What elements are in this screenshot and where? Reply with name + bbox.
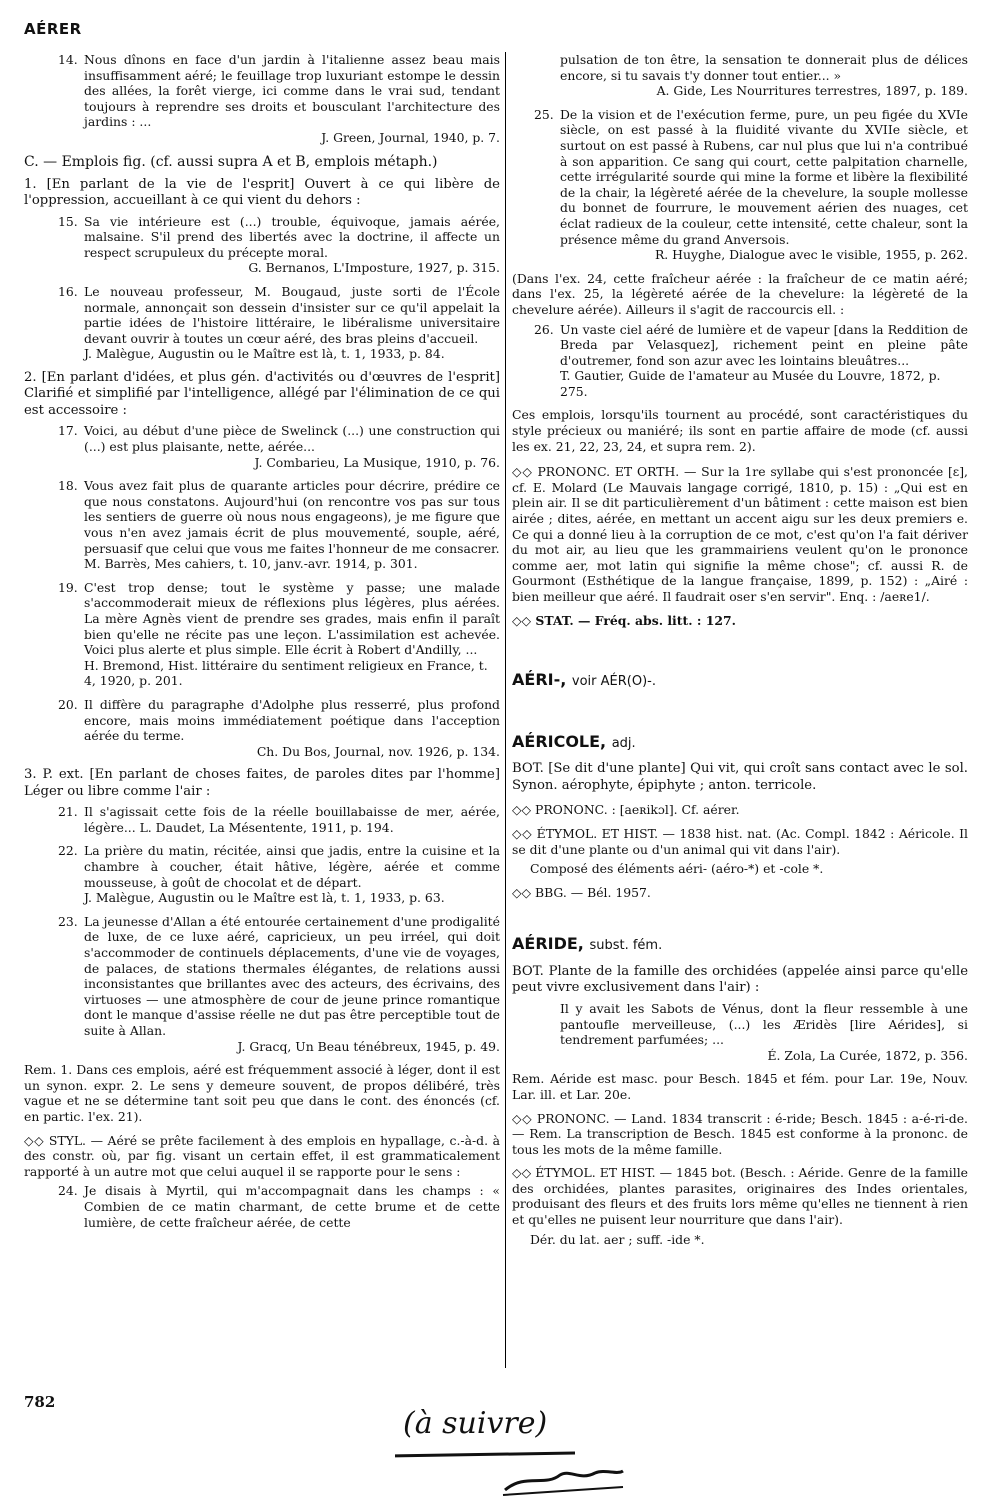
aeride-etym: ◇◇ ÉTYMOL. ET HIST. — 1845 bot. (Besch. : Aéride. Genre de la famille des orchidées, plantes parasites, originaires des Indes orientales, produisant des fleurs et des fruits lors même qu'elles ne tiennent à rien et qu'elles ne puisent leur nourriture que dans l'air). — [512, 1165, 968, 1228]
column-divider — [505, 52, 506, 1368]
part-of-speech: subst. fém. — [589, 938, 663, 954]
stat: ◇◇ STAT. — Fréq. abs. litt. : 127. — [512, 612, 736, 628]
example-source: H. Bremond, Hist. littéraire du sentiment religieux en France, t. 4, 1920, p. 201. — [84, 657, 488, 689]
note-24-25: (Dans l'ex. 24, cette fraîcheur aérée : la fraîcheur de ce matin aéré; dans l'ex. 25, la légèreté aérée de la chevelure: la légèreté de la chevelure aérée). Ailleurs il s'agit de raccourcis ell. : — [512, 270, 968, 317]
example-19: 19. C'est trop dense; tout le système y passe; une malade s'accommoderait mieux de réflexions plus légères, plus aérées. La mère Agnès vient de prendre ses grades, mais enfin il paraît bien qu'elle ne récite pas une leçon. L'assimilation est achevée. Voici plus alerte et plus simple. Elle écrit à Robert d'Andilly, ... H. Bremond, Hist. littéraire du sentiment religieux en France, t. 4, 1920, p. 201. — [58, 579, 500, 689]
example-source: É. Zola, La Curée, 1872, p. 356. — [767, 1047, 968, 1063]
example-22: 22. La prière du matin, récitée, ainsi que jadis, entre la cuisine et la chambre à coucher, était hâtive, légère, aérée et comme mousseuse, à goût de chocolat et de départ. J. Malègue, Augustin ou le Maître est là, t. 1, 1933, p. 63. — [58, 843, 500, 906]
example-17: 17. Voici, au début d'une pièce de Swelinck (...) une construction qui (...) est plus plaisante, nette, aérée... J. Combarieu, La Musique, 1910, p. 76. — [58, 423, 500, 470]
example-20: 20. Il diffère du paragraphe d'Adolphe plus resserré, plus profond encore, mais moins immédiatement poétique dans l'acception aérée du terme. Ch. Du Bos, Journal, nov. 1926, p. 134. — [58, 696, 500, 759]
example-text: Il diffère du paragraphe d'Adolphe plus resserré, plus profond encore, mais moins immédiatement poétique dans l'acception aérée du terme. — [84, 696, 500, 744]
signature-underline — [503, 1487, 623, 1495]
example-source: J. Malègue, Augustin ou le Maître est là, t. 1, 1933, p. 63. — [84, 890, 445, 906]
example-source: Ch. Du Bos, Journal, nov. 1926, p. 134. — [256, 743, 500, 759]
example-source: J. Combarieu, La Musique, 1910, p. 76. — [254, 454, 500, 470]
example-text: Il s'agissait cette fois de la réelle bouillabaisse de mer, aérée, légère... L. Daudet, La Mésentente, 1911, p. 194. — [84, 804, 500, 835]
example-14: 14. Nous dînons en face d'un jardin à l'italienne assez beau mais insuffisamment aéré; le feuillage trop luxuriant estompe le dessin des allées, la forêt vierge, ici comme dans le vrai sud, tendant toujours à reprendre ses droits et bousculant l'architecture des jardins : ... J. Green, Journal, 1940, p. 7. — [58, 52, 500, 145]
page-number: 782 — [24, 1393, 56, 1411]
left-column — [24, 52, 500, 1238]
example-text: Il y avait les Sabots de Vénus, dont la fleur ressemble à une pantoufle merveilleuse, (...) les Æridès [lire Aérides], si tendrement parfumées; ... — [560, 1000, 968, 1048]
example-text: Nous dînons en face d'un jardin à l'italienne assez beau mais insuffisamment aéré; le feuillage trop luxuriant estompe le dessin des allées, la forêt vierge, ici comme dans le vrai sud, tendant toujours à reprendre ses droits et bousculant l'architecture des jardins : ... — [84, 52, 500, 130]
prononc-orth: ◇◇ PRONONC. ET ORTH. — Sur la 1re syllabe qui s'est prononcée [ε], cf. E. Molard (Le Mauvais langage corrigé, 1810, p. 15) : „Qui est en plein air. Il se dit particulièrement d'un bâtiment : cette maison est bien airée ; dites, aérée, en mettant un accent aigu sur les deux premiers e. Ce qui a donné lieu à la corruption de ce mot, c'est qu'on l'a fait dériver du mot air, au lieu que les grammairiens veulent qu'on le prononce comme aer, mot latin qui signifie la même chose"; cf. aussi R. de Gourmont (Esthétique de la langue française, 1899, p. 152) : „Airé : bien meilleur que aéré. Il faudrait oser s'en servir". Enq. : /aeʀe1/. — [512, 464, 968, 604]
styl-note: ◇◇ STYL. — Aéré se prête facilement à des emplois en hypallage, c.-à-d. à des constr. où, par fig. visant un certain effet, il est grammaticalement rapporté à un autre mot que celui auquel il se rapporte pour le sens : — [24, 1132, 500, 1179]
example-24-continued — [560, 52, 968, 99]
example-24: 24. Je disais à Myrtil, qui m'accompagnait dans les champs : « Combien de ce matin charmant, de cette brume et de cette lumière, de cette fraîcheur aérée, de cette — [58, 1183, 500, 1230]
example-text: Vous avez fait plus de quarante articles pour décrire, prédire ce que nous constatons. Aujourd'hui (on rencontre vos pas sur tous les sentiers de guerre où nous nous engageons), je me figure que vous n'en avez jamais écrit de plus mouvementé, souple, aéré, persuasif que celui que vous me faites l'honneur de me consacrer. — [84, 478, 500, 556]
aeride-example — [560, 1001, 968, 1063]
example-source: J. Green, Journal, 1940, p. 7. — [321, 129, 500, 145]
signature-scribble — [505, 1471, 623, 1490]
entry-aeri — [512, 672, 968, 690]
example-source: M. Barrès, Mes cahiers, t. 10, janv.-avr. 1914, p. 301. — [84, 556, 418, 572]
example-source: A. Gide, Les Nourritures terrestres, 1897, p. 189. — [656, 83, 968, 99]
example-source: J. Gracq, Un Beau ténébreux, 1945, p. 49. — [237, 1038, 500, 1054]
entry-aeride — [512, 936, 968, 954]
example-text: Le nouveau professeur, M. Bougaud, juste sorti de l'École normale, annonçait son dessein d'insister sur ce qu'il appelait la partie idées de l'histoire littéraire, le libéralisme universitaire devant ouvrir à toutes un cœur aéré, des bras pleins d'accueil. — [84, 283, 500, 346]
aericole-etym: ◇◇ ÉTYMOL. ET HIST. — 1838 hist. nat. (Ac. Compl. 1842 : Aéricole. Il se dit d'une plante ou d'un animal qui vit dans l'air). — [512, 825, 968, 857]
aericole-definition: BOT. [Se dit d'une plante] Qui vit, qui croît sans contact avec le sol. Synon. aérophyte, épiphyte ; anton. terricole. — [512, 761, 968, 793]
handwritten-note — [395, 1395, 625, 1505]
headword: AÉRI-, — [512, 670, 567, 690]
example-text: Je disais à Myrtil, qui m'accompagnait dans les champs : « Combien de ce matin charmant, de cette brume et de cette lumière, de cette fraîcheur aérée, de cette — [84, 1183, 500, 1230]
sense-3: 3. P. ext. [En parlant de choses faites, de paroles dites par l'homme] Léger ou libre comme l'air : — [24, 767, 500, 799]
emplois-note: Ces emplois, lorsqu'ils tournent au procédé, sont caractéristiques du style précieux ou maniéré; ils sont en partie affaire de mode (cf. aussi les ex. 21, 22, 23, 24, et supra rem. 2). — [512, 407, 968, 454]
example-source: T. Gautier, Guide de l'amateur au Musée du Louvre, 1872, p. 275. — [560, 368, 941, 399]
entry-aericole — [512, 731, 968, 752]
example-15: 15. Sa vie intérieure est (...) trouble, équivoque, jamais aérée, malsaine. S'il prend des libertés avec la doctrine, il affecte un respect scrupuleux du précepte moral. G. Bernanos, L'Imposture, 1927, p. 315. — [58, 213, 500, 276]
handwritten-text: (à suivre) — [403, 1406, 548, 1441]
aeride-derivation: Dér. du lat. aer ; suff. -ide *. — [530, 1231, 705, 1247]
example-23: 23. La jeunesse d'Allan a été entourée certainement d'une prodigalité de luxe, de ce luxe aéré, capricieux, un peu irréel, qui doit s'accommoder de continuels déplacements, d'une vie de voyages, de palaces, de stations thermales élégantes, de relations aussi inconsistantes que brillantes avec des acteurs, des écrivains, des virtuoses — une atmosphère de cour de jeune prince romantique dont le manque d'assise réelle ne dut pas être perceptible tout de suite à Allan. J. Gracq, Un Beau ténébreux, 1945, p. 49. — [58, 913, 500, 1054]
example-text: pulsation de ton être, la sensation te donnerait plus de délices encore, si tu savais t'y donner tout entier... » — [560, 52, 968, 83]
example-26: 26. Un vaste ciel aéré de lumière et de vapeur [dans la Reddition de Breda par Velasquez], richement peint en pleine pâte d'outremer, fond son azur avec les lointains bleuâtres... T. Gautier, Guide de l'amateur au Musée du Louvre, 1872, p. 275. — [534, 321, 968, 399]
section-c-heading: C. — Emplois fig. (cf. aussi supra A et B, emplois métaph.) — [24, 153, 438, 170]
running-head: AÉRER — [24, 20, 82, 38]
aericole-compose: Composé des éléments aéri- (aéro-*) et -cole *. — [530, 861, 824, 877]
example-text: Un vaste ciel aéré de lumière et de vapeur [dans la Reddition de Breda par Velasquez], richement peint en pleine pâte d'outremer, fond son azur avec les lointains bleuâtres... — [560, 321, 968, 368]
sense-2: 2. [En parlant d'idées, et plus gén. d'activités ou d'œuvres de l'esprit] Clarifié et simplifié par l'intelligence, allégé par l'élimination de ce qui est accessoire : — [24, 369, 500, 418]
aericole-prononc: ◇◇ PRONONC. : [aeʀikɔl]. Cf. aérer. — [512, 802, 740, 818]
headword: AÉRIDE, — [512, 934, 584, 954]
underline-stroke — [395, 1453, 575, 1457]
headword: AÉRICOLE, — [512, 731, 607, 751]
example-21: 21. Il s'agissait cette fois de la réelle bouillabaisse de mer, aérée, légère... L. Daudet, La Mésentente, 1911, p. 194. — [58, 804, 500, 835]
aeride-definition: BOT. Plante de la famille des orchidées (appelée ainsi parce qu'elle peut vivre exclusivement dans l'air) : — [512, 963, 968, 996]
example-18: 18. Vous avez fait plus de quarante articles pour décrire, prédire ce que nous constatons. Aujourd'hui (on rencontre vos pas sur tous les sentiers de guerre où nous nous engageons), je me figure que vous n'en avez jamais écrit de plus mouvementé, souple, aéré, persuasif que celui que vous me faites l'honneur de me consacrer. M. Barrès, Mes cahiers, t. 10, janv.-avr. 1914, p. 301. — [58, 478, 500, 572]
sense-1: 1. [En parlant de la vie de l'esprit] Ouvert à ce qui libère de l'oppression, accueillant à ce qui vient du dehors : — [24, 176, 500, 209]
example-source: J. Malègue, Augustin ou le Maître est là, t. 1, 1933, p. 84. — [84, 346, 445, 362]
remark: Rem. 1. Dans ces emplois, aéré est fréquemment associé à léger, dont il est un synon. expr. 2. Le sens y demeure souvent, de propos délibéré, très vague et ne se détermine tant soit peu que dans le cont. des énoncés (cf. en partic. l'ex. 21). — [24, 1062, 500, 1124]
aeride-remark: Rem. Aéride est masc. pour Besch. 1845 et fém. pour Lar. 19e, Nouv. Lar. ill. et Lar. 20e. — [512, 1071, 968, 1102]
example-text: C'est trop dense; tout le système y passe; une malade s'accommoderait mieux de réflexions plus légères, plus aérées. La mère Agnès vient de prendre ses grades, mais enfin il paraît bien qu'elle ne récite pas une leçon. L'assimilation est achevée. Voici plus alerte et plus simple. Elle écrit à Robert d'Andilly, ... — [84, 579, 500, 658]
cross-reference: voir AÉR(O)-. — [571, 674, 656, 690]
example-text: La jeunesse d'Allan a été entourée certainement d'une prodigalité de luxe, de ce luxe aéré, capricieux, un peu irréel, qui doit s'accommoder de continuels déplacements, d'une vie de voyages, de palaces, de stations thermales élégantes, de relations aussi inconsistantes que brillantes avec des acteurs, des écrivains, des virtuoses — une atmosphère de cour de jeune prince romantique dont le manque d'assise réelle ne dut pas être perceptible tout de suite à Allan. — [84, 913, 500, 1038]
aericole-bbg: ◇◇ BBG. — Bél. 1957. — [512, 884, 651, 900]
example-text: De la vision et de l'exécution ferme, pure, un peu figée du XVIe siècle, on est passé à la fluidité vivante du XVIIe siècle, et surtout on est passé à Rubens, car nul plus que lui n'a contribué à son apparition. Ce sang qui court, cette palpitation charnelle, cette irrégularité sourde qui mine la forme et libère la flexibilité de la chair, la légèreté aérée de la chevelure, la souple mollesse du bonnet de fourrure, le mouvement aérien des nuages, cet éclat radieux de la couleur, cette intensité, cette chaleur, sont la présence même du grand Anversois. — [560, 106, 968, 247]
part-of-speech: adj. — [611, 735, 636, 751]
right-column — [512, 52, 968, 1251]
aeride-prononc: ◇◇ PRONONC. — Land. 1834 transcrit : é-ride; Besch. 1845 : a-é-ri-de. — Rem. La transcription de Besch. 1845 est conforme à la prononc. de tous les mots de la même famille. — [512, 1110, 968, 1157]
example-text: Sa vie intérieure est (...) trouble, équivoque, jamais aérée, malsaine. S'il prend des libertés avec la doctrine, il affecte un respect scrupuleux du précepte moral. — [84, 213, 500, 260]
example-source: R. Huyghe, Dialogue avec le visible, 1955, p. 262. — [654, 247, 968, 263]
example-25: 25. De la vision et de l'exécution ferme, pure, un peu figée du XVIe siècle, on est passé à la fluidité vivante du XVIIe siècle, et surtout on est passé à Rubens, car nul plus que lui n'a contribué à son apparition. Ce sang qui court, cette palpitation charnelle, cette irrégularité sourde qui mine la forme et libère la flexibilité de la chair, la légèreté aérée de la chevelure, la souple mollesse du bonnet de fourrure, le mouvement aérien des nuages, cet éclat radieux de la couleur, cette intensité, cette chaleur, sont la présence même du grand Anversois. R. Huyghe, Dialogue avec le visible, 1955, p. 262. — [534, 106, 968, 263]
example-16: 16. Le nouveau professeur, M. Bougaud, juste sorti de l'École normale, annonçait son dessein d'insister sur ce qu'il appelait la partie idées de l'histoire littéraire, le libéralisme universitaire devant ouvrir à toutes un cœur aéré, des bras pleins d'accueil. J. Malègue, Augustin ou le Maître est là, t. 1, 1933, p. 84. — [58, 283, 500, 362]
example-text: Voici, au début d'une pièce de Swelinck (...) une construction qui (...) est plus plaisante, nette, aérée... — [84, 423, 500, 454]
example-text: La prière du matin, récitée, ainsi que jadis, entre la cuisine et la chambre à coucher, était hâtive, légère, aérée et comme mousseuse, à goût de chocolat et de départ. — [84, 843, 500, 890]
example-source: G. Bernanos, L'Imposture, 1927, p. 315. — [248, 260, 500, 276]
